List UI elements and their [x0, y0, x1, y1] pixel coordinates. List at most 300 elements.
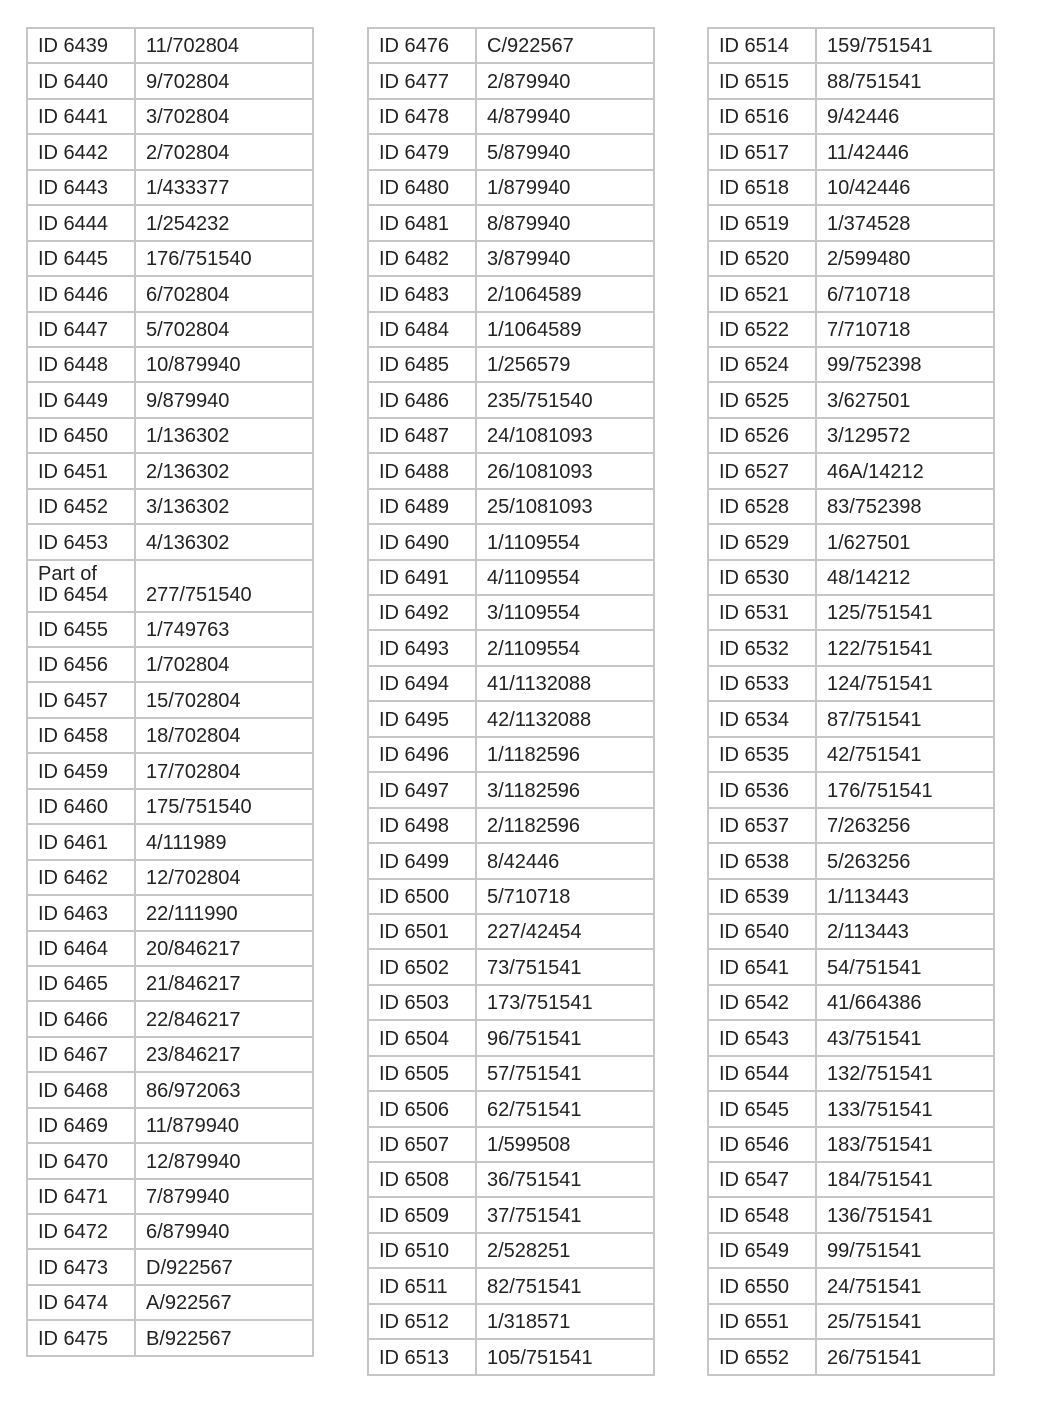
reference-cell: 2/599480 — [816, 241, 994, 276]
reference-cell: 2/113443 — [816, 914, 994, 949]
table-row — [27, 382, 313, 417]
reference-cell: 26/1081093 — [476, 453, 654, 488]
table-row — [368, 595, 654, 630]
reference-cell: 4/1109554 — [476, 560, 654, 595]
table-row — [27, 453, 313, 488]
id-cell: ID 6491 — [368, 560, 476, 595]
reference-cell: 73/751541 — [476, 949, 654, 984]
reference-cell: 176/751541 — [816, 772, 994, 807]
table-row — [27, 418, 313, 453]
table-row — [708, 1162, 994, 1197]
table-row — [708, 666, 994, 701]
table-row — [708, 28, 994, 63]
table-row — [368, 1020, 654, 1055]
id-cell: ID 6550 — [708, 1268, 816, 1303]
table-row — [27, 134, 313, 169]
reference-cell: 1/627501 — [816, 524, 994, 559]
reference-cell: 176/751540 — [135, 241, 313, 276]
id-cell: ID 6483 — [368, 276, 476, 311]
reference-cell: 99/752398 — [816, 347, 994, 382]
table-row — [368, 701, 654, 736]
id-cell: ID 6515 — [708, 63, 816, 98]
id-cell: ID 6498 — [368, 808, 476, 843]
reference-cell: 82/751541 — [476, 1268, 654, 1303]
reference-cell: 1/879940 — [476, 170, 654, 205]
table-row — [708, 524, 994, 559]
id-cell: ID 6494 — [368, 666, 476, 701]
id-cell: ID 6549 — [708, 1233, 816, 1268]
reference-cell: 132/751541 — [816, 1056, 994, 1091]
id-cell: ID 6516 — [708, 99, 816, 134]
reference-cell: 37/751541 — [476, 1197, 654, 1232]
table-row — [27, 99, 313, 134]
id-cell: ID 6530 — [708, 560, 816, 595]
id-cell: ID 6533 — [708, 666, 816, 701]
reference-cell: 235/751540 — [476, 382, 654, 417]
table-row — [368, 808, 654, 843]
reference-cell: 105/751541 — [476, 1339, 654, 1374]
reference-cell: 1/136302 — [135, 418, 313, 453]
id-cell: ID 6489 — [368, 489, 476, 524]
reference-cell: 83/752398 — [816, 489, 994, 524]
reference-cell: 2/1064589 — [476, 276, 654, 311]
id-cell: ID 6439 — [27, 28, 135, 63]
id-cell: ID 6501 — [368, 914, 476, 949]
table-row — [368, 453, 654, 488]
id-cell: ID 6547 — [708, 1162, 816, 1197]
reference-cell: 11/702804 — [135, 28, 313, 63]
id-cell: ID 6525 — [708, 382, 816, 417]
table-row — [368, 99, 654, 134]
id-cell: ID 6528 — [708, 489, 816, 524]
id-cell: ID 6464 — [27, 931, 135, 966]
reference-cell: 20/846217 — [135, 931, 313, 966]
reference-cell: 25/1081093 — [476, 489, 654, 524]
table-row — [368, 134, 654, 169]
table-row — [368, 560, 654, 595]
reference-cell: 2/1182596 — [476, 808, 654, 843]
id-cell: ID 6510 — [368, 1233, 476, 1268]
table-row — [27, 170, 313, 205]
reference-cell: 6/879940 — [135, 1214, 313, 1249]
reference-cell: 18/702804 — [135, 718, 313, 753]
id-cell: ID 6519 — [708, 205, 816, 240]
id-cell: ID 6522 — [708, 312, 816, 347]
table-row — [708, 914, 994, 949]
id-cell: ID 6482 — [368, 241, 476, 276]
table-row — [368, 382, 654, 417]
table-row — [708, 701, 994, 736]
table-row — [368, 1339, 654, 1374]
reference-cell: C/922567 — [476, 28, 654, 63]
table-row — [708, 808, 994, 843]
table-row — [708, 276, 994, 311]
reference-cell: 99/751541 — [816, 1233, 994, 1268]
id-cell: ID 6486 — [368, 382, 476, 417]
table-row — [368, 1233, 654, 1268]
reference-cell: 43/751541 — [816, 1020, 994, 1055]
table-row — [708, 489, 994, 524]
reference-cell: 3/136302 — [135, 489, 313, 524]
id-cell: ID 6552 — [708, 1339, 816, 1374]
reference-cell: 8/879940 — [476, 205, 654, 240]
reference-cell: 4/879940 — [476, 99, 654, 134]
reference-cell: 62/751541 — [476, 1091, 654, 1126]
id-cell: ID 6452 — [27, 489, 135, 524]
id-cell: ID 6502 — [368, 949, 476, 984]
table-row — [27, 1179, 313, 1214]
table-row — [27, 682, 313, 717]
table-row — [708, 595, 994, 630]
table-row — [708, 985, 994, 1020]
id-cell: ID 6518 — [708, 170, 816, 205]
reference-cell: 159/751541 — [816, 28, 994, 63]
reference-cell: 173/751541 — [476, 985, 654, 1020]
id-cell: ID 6499 — [368, 843, 476, 878]
reference-cell: 1/1182596 — [476, 737, 654, 772]
table-row — [27, 560, 313, 612]
table-row — [27, 824, 313, 859]
reference-cell: 3/1182596 — [476, 772, 654, 807]
id-cell: ID 6524 — [708, 347, 816, 382]
reference-cell: 1/256579 — [476, 347, 654, 382]
reference-cell: 2/879940 — [476, 63, 654, 98]
id-cell: ID 6449 — [27, 382, 135, 417]
id-cell: ID 6539 — [708, 879, 816, 914]
reference-cell: 9/42446 — [816, 99, 994, 134]
table-row — [27, 718, 313, 753]
reference-cell: 1/702804 — [135, 647, 313, 682]
id-cell: Part of ID 6454 — [27, 560, 135, 612]
reference-cell: 36/751541 — [476, 1162, 654, 1197]
id-cell: ID 6487 — [368, 418, 476, 453]
reference-cell: 22/111990 — [135, 895, 313, 930]
id-cell: ID 6512 — [368, 1304, 476, 1339]
reference-cell: 42/1132088 — [476, 701, 654, 736]
id-cell: ID 6532 — [708, 630, 816, 665]
table-row — [708, 241, 994, 276]
table-row — [27, 1214, 313, 1249]
id-cell: ID 6535 — [708, 737, 816, 772]
reference-cell: 3/702804 — [135, 99, 313, 134]
reference-cell: 41/1132088 — [476, 666, 654, 701]
table-row — [708, 1127, 994, 1162]
table-row — [27, 647, 313, 682]
table-row — [708, 205, 994, 240]
reference-cell: 122/751541 — [816, 630, 994, 665]
id-cell: ID 6527 — [708, 453, 816, 488]
table-row — [708, 1233, 994, 1268]
reference-cell: 2/528251 — [476, 1233, 654, 1268]
table-row — [368, 1197, 654, 1232]
table-row — [708, 1304, 994, 1339]
id-cell: ID 6546 — [708, 1127, 816, 1162]
table-row — [368, 1056, 654, 1091]
id-cell: ID 6542 — [708, 985, 816, 1020]
id-cell: ID 6446 — [27, 276, 135, 311]
reference-cell: 6/702804 — [135, 276, 313, 311]
table-row — [368, 524, 654, 559]
id-cell: ID 6503 — [368, 985, 476, 1020]
reference-cell: 1/374528 — [816, 205, 994, 240]
reference-cell: D/922567 — [135, 1249, 313, 1284]
reference-cell: 1/1064589 — [476, 312, 654, 347]
id-cell: ID 6444 — [27, 205, 135, 240]
id-cell: ID 6538 — [708, 843, 816, 878]
reference-cell: 124/751541 — [816, 666, 994, 701]
reference-cell: 10/42446 — [816, 170, 994, 205]
id-cell: ID 6457 — [27, 682, 135, 717]
id-cell: ID 6479 — [368, 134, 476, 169]
reference-cell: 12/702804 — [135, 860, 313, 895]
reference-cell: A/922567 — [135, 1285, 313, 1320]
reference-cell: 2/136302 — [135, 453, 313, 488]
id-cell: ID 6468 — [27, 1072, 135, 1107]
reference-cell: 48/14212 — [816, 560, 994, 595]
id-cell: ID 6466 — [27, 1001, 135, 1036]
id-cell: ID 6440 — [27, 63, 135, 98]
id-cell: ID 6451 — [27, 453, 135, 488]
reference-cell: 54/751541 — [816, 949, 994, 984]
reference-cell: 9/702804 — [135, 63, 313, 98]
table-row — [368, 1162, 654, 1197]
reference-cell: 7/710718 — [816, 312, 994, 347]
reference-cell: 184/751541 — [816, 1162, 994, 1197]
reference-cell: 11/879940 — [135, 1108, 313, 1143]
table-row — [27, 1001, 313, 1036]
reference-cell: 5/879940 — [476, 134, 654, 169]
table-row — [368, 772, 654, 807]
reference-cell: 9/879940 — [135, 382, 313, 417]
table-row — [368, 914, 654, 949]
id-cell: ID 6476 — [368, 28, 476, 63]
table-row — [708, 772, 994, 807]
id-cell: ID 6463 — [27, 895, 135, 930]
table-row — [27, 63, 313, 98]
table-row — [368, 418, 654, 453]
id-cell: ID 6441 — [27, 99, 135, 134]
reference-cell: 46A/14212 — [816, 453, 994, 488]
id-cell: ID 6504 — [368, 1020, 476, 1055]
id-cell: ID 6534 — [708, 701, 816, 736]
id-cell: ID 6544 — [708, 1056, 816, 1091]
id-cell: ID 6548 — [708, 1197, 816, 1232]
id-cell: ID 6520 — [708, 241, 816, 276]
reference-cell: 17/702804 — [135, 753, 313, 788]
reference-cell: 42/751541 — [816, 737, 994, 772]
id-cell: ID 6509 — [368, 1197, 476, 1232]
id-cell: ID 6469 — [27, 1108, 135, 1143]
reference-cell: 8/42446 — [476, 843, 654, 878]
reference-cell: 25/751541 — [816, 1304, 994, 1339]
table-row — [708, 1197, 994, 1232]
reference-cell: 5/263256 — [816, 843, 994, 878]
table-row — [708, 560, 994, 595]
reference-cell: 125/751541 — [816, 595, 994, 630]
table-row — [708, 347, 994, 382]
table-row — [368, 241, 654, 276]
id-cell: ID 6467 — [27, 1037, 135, 1072]
table-row — [27, 1249, 313, 1284]
table-row — [708, 453, 994, 488]
table-row — [27, 241, 313, 276]
table-row — [27, 860, 313, 895]
table-row — [27, 1320, 313, 1355]
table-row — [27, 612, 313, 647]
table-row — [708, 1091, 994, 1126]
table-row — [27, 524, 313, 559]
id-cell: ID 6543 — [708, 1020, 816, 1055]
id-cell: ID 6470 — [27, 1143, 135, 1178]
table-row — [27, 753, 313, 788]
id-cell: ID 6462 — [27, 860, 135, 895]
table-row — [368, 489, 654, 524]
reference-cell: 10/879940 — [135, 347, 313, 382]
reference-cell: 3/627501 — [816, 382, 994, 417]
reference-cell: 6/710718 — [816, 276, 994, 311]
id-cell: ID 6481 — [368, 205, 476, 240]
id-cell: ID 6529 — [708, 524, 816, 559]
id-cell: ID 6521 — [708, 276, 816, 311]
id-cell: ID 6506 — [368, 1091, 476, 1126]
id-cell: ID 6514 — [708, 28, 816, 63]
table-row — [708, 1339, 994, 1374]
table-row — [27, 1143, 313, 1178]
table-row — [368, 949, 654, 984]
table-row — [708, 1020, 994, 1055]
reference-cell: 136/751541 — [816, 1197, 994, 1232]
id-cell: ID 6540 — [708, 914, 816, 949]
id-cell: ID 6447 — [27, 312, 135, 347]
id-cell: ID 6485 — [368, 347, 476, 382]
reference-cell: 3/879940 — [476, 241, 654, 276]
id-cell: ID 6455 — [27, 612, 135, 647]
table-row — [708, 63, 994, 98]
table-row — [368, 630, 654, 665]
id-cell: ID 6536 — [708, 772, 816, 807]
reference-cell: 21/846217 — [135, 966, 313, 1001]
id-cell: ID 6484 — [368, 312, 476, 347]
id-cell: ID 6478 — [368, 99, 476, 134]
id-cell: ID 6490 — [368, 524, 476, 559]
id-cell: ID 6526 — [708, 418, 816, 453]
id-cell: ID 6541 — [708, 949, 816, 984]
table-row — [368, 1268, 654, 1303]
id-cell: ID 6443 — [27, 170, 135, 205]
table-row — [27, 895, 313, 930]
id-cell: ID 6458 — [27, 718, 135, 753]
id-cell: ID 6480 — [368, 170, 476, 205]
id-cell: ID 6545 — [708, 1091, 816, 1126]
id-cell: ID 6508 — [368, 1162, 476, 1197]
id-cell: ID 6537 — [708, 808, 816, 843]
id-cell: ID 6465 — [27, 966, 135, 1001]
table-row — [27, 347, 313, 382]
id-table-column-2 — [367, 27, 655, 1376]
reference-cell: 88/751541 — [816, 63, 994, 98]
reference-cell: 23/846217 — [135, 1037, 313, 1072]
table-row — [708, 134, 994, 169]
table-row — [708, 737, 994, 772]
table-row — [368, 1304, 654, 1339]
table-row — [27, 28, 313, 63]
table-row — [708, 1056, 994, 1091]
table-row — [368, 1091, 654, 1126]
table-row — [368, 843, 654, 878]
reference-cell: 133/751541 — [816, 1091, 994, 1126]
table-row — [27, 1285, 313, 1320]
id-cell: ID 6505 — [368, 1056, 476, 1091]
reference-cell: 1/433377 — [135, 170, 313, 205]
table-row — [708, 170, 994, 205]
table-row — [368, 347, 654, 382]
reference-cell: 1/113443 — [816, 879, 994, 914]
reference-cell: 227/42454 — [476, 914, 654, 949]
reference-cell: 87/751541 — [816, 701, 994, 736]
id-cell: ID 6474 — [27, 1285, 135, 1320]
reference-cell: 4/136302 — [135, 524, 313, 559]
table-row — [708, 312, 994, 347]
reference-cell: 7/263256 — [816, 808, 994, 843]
reference-cell: 277/751540 — [135, 560, 313, 612]
reference-cell: 5/702804 — [135, 312, 313, 347]
table-row — [27, 931, 313, 966]
table-row — [708, 630, 994, 665]
reference-cell: B/922567 — [135, 1320, 313, 1355]
id-cell: ID 6492 — [368, 595, 476, 630]
table-row — [27, 489, 313, 524]
reference-cell: 15/702804 — [135, 682, 313, 717]
id-cell: ID 6453 — [27, 524, 135, 559]
id-cell: ID 6475 — [27, 1320, 135, 1355]
id-cell: ID 6500 — [368, 879, 476, 914]
reference-cell: 7/879940 — [135, 1179, 313, 1214]
id-cell: ID 6448 — [27, 347, 135, 382]
reference-cell: 24/1081093 — [476, 418, 654, 453]
reference-cell: 2/1109554 — [476, 630, 654, 665]
reference-cell: 24/751541 — [816, 1268, 994, 1303]
table-row — [27, 276, 313, 311]
reference-cell: 175/751540 — [135, 789, 313, 824]
reference-cell: 41/664386 — [816, 985, 994, 1020]
table-row — [708, 843, 994, 878]
reference-cell: 1/254232 — [135, 205, 313, 240]
table-row — [368, 1127, 654, 1162]
table-row — [368, 170, 654, 205]
table-row — [368, 63, 654, 98]
reference-cell: 1/1109554 — [476, 524, 654, 559]
table-row — [368, 737, 654, 772]
id-cell: ID 6507 — [368, 1127, 476, 1162]
reference-cell: 3/129572 — [816, 418, 994, 453]
reference-cell: 26/751541 — [816, 1339, 994, 1374]
id-cell: ID 6488 — [368, 453, 476, 488]
id-cell: ID 6493 — [368, 630, 476, 665]
table-row — [368, 28, 654, 63]
table-row — [27, 1072, 313, 1107]
table-row — [708, 879, 994, 914]
id-cell: ID 6460 — [27, 789, 135, 824]
table-row — [708, 949, 994, 984]
id-cell: ID 6531 — [708, 595, 816, 630]
id-cell: ID 6513 — [368, 1339, 476, 1374]
table-row — [368, 276, 654, 311]
reference-cell: 11/42446 — [816, 134, 994, 169]
table-row — [27, 1108, 313, 1143]
reference-cell: 1/749763 — [135, 612, 313, 647]
table-row — [368, 879, 654, 914]
table-row — [27, 312, 313, 347]
